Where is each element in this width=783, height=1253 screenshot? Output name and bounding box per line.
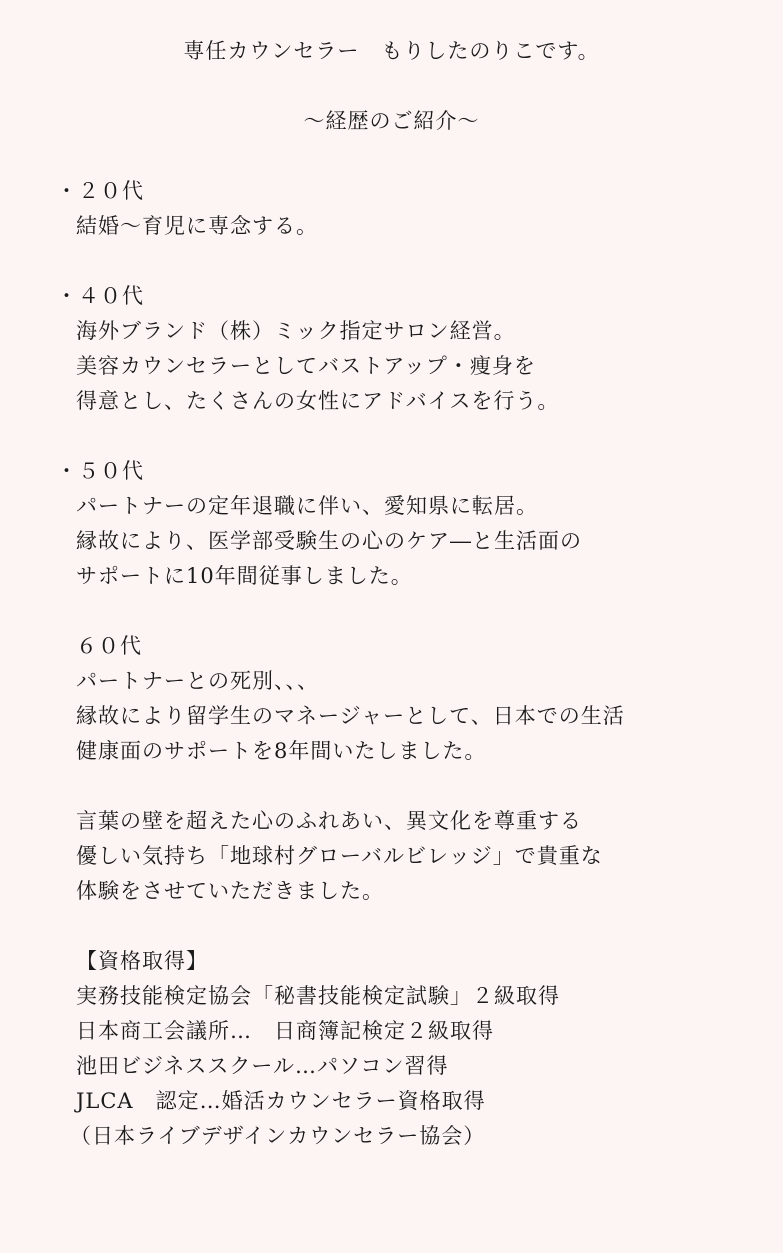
career-heading-60s: ６０代 [76,634,142,658]
qualification-item: 池田ビジネススクール…パソコン習得 [76,1054,449,1078]
career-line: 得意とし、たくさんの女性にアドバイスを行う。 [76,389,560,413]
message-line: 優しい気持ち「地球村グローバルビレッジ」で貴重な [76,844,603,868]
career-line: サポートに10年間従事しました。 [76,564,413,588]
career-line: 縁故により留学生のマネージャーとして、日本での生活 [76,704,625,728]
message-line: 言葉の壁を超えた心のふれあい、異文化を尊重する [76,809,582,833]
career-line: 結婚～育児に専念する。 [76,214,318,238]
qualification-item: 日本商工会議所… 日商簿記検定２級取得 [76,1019,494,1043]
career-line: パートナーの定年退職に伴い、愛知県に転居。 [76,494,538,518]
qualification-item: （日本ライブデザインカウンセラー協会） [70,1124,486,1148]
section-subtitle: ～経歴のご紹介～ [303,109,480,133]
message-line: 体験をさせていただきました。 [76,879,384,903]
career-heading-40s: ・４０代 [56,284,144,308]
career-line: 縁故により、医学部受験生の心のケア―と生活面の [76,529,582,553]
page-title: 専任カウンセラー もりしたのりこです。 [183,39,600,63]
qualification-item: 実務技能検定協会「秘書技能検定試験」２級取得 [76,984,560,1008]
career-heading-20s: ・２０代 [56,179,144,203]
qualifications-heading: 【資格取得】 [76,949,208,973]
career-line: 美容カウンセラーとしてバストアップ・痩身を [76,354,536,378]
career-line: 海外ブランド（株）ミック指定サロン経営。 [76,319,516,343]
career-heading-50s: ・５０代 [56,459,144,483]
career-line: 健康面のサポートを8年間いたしました。 [76,739,487,763]
career-line: パートナーとの死別、、、 [76,669,319,693]
qualification-item: JLCA 認定…婚活カウンセラー資格取得 [76,1089,486,1113]
